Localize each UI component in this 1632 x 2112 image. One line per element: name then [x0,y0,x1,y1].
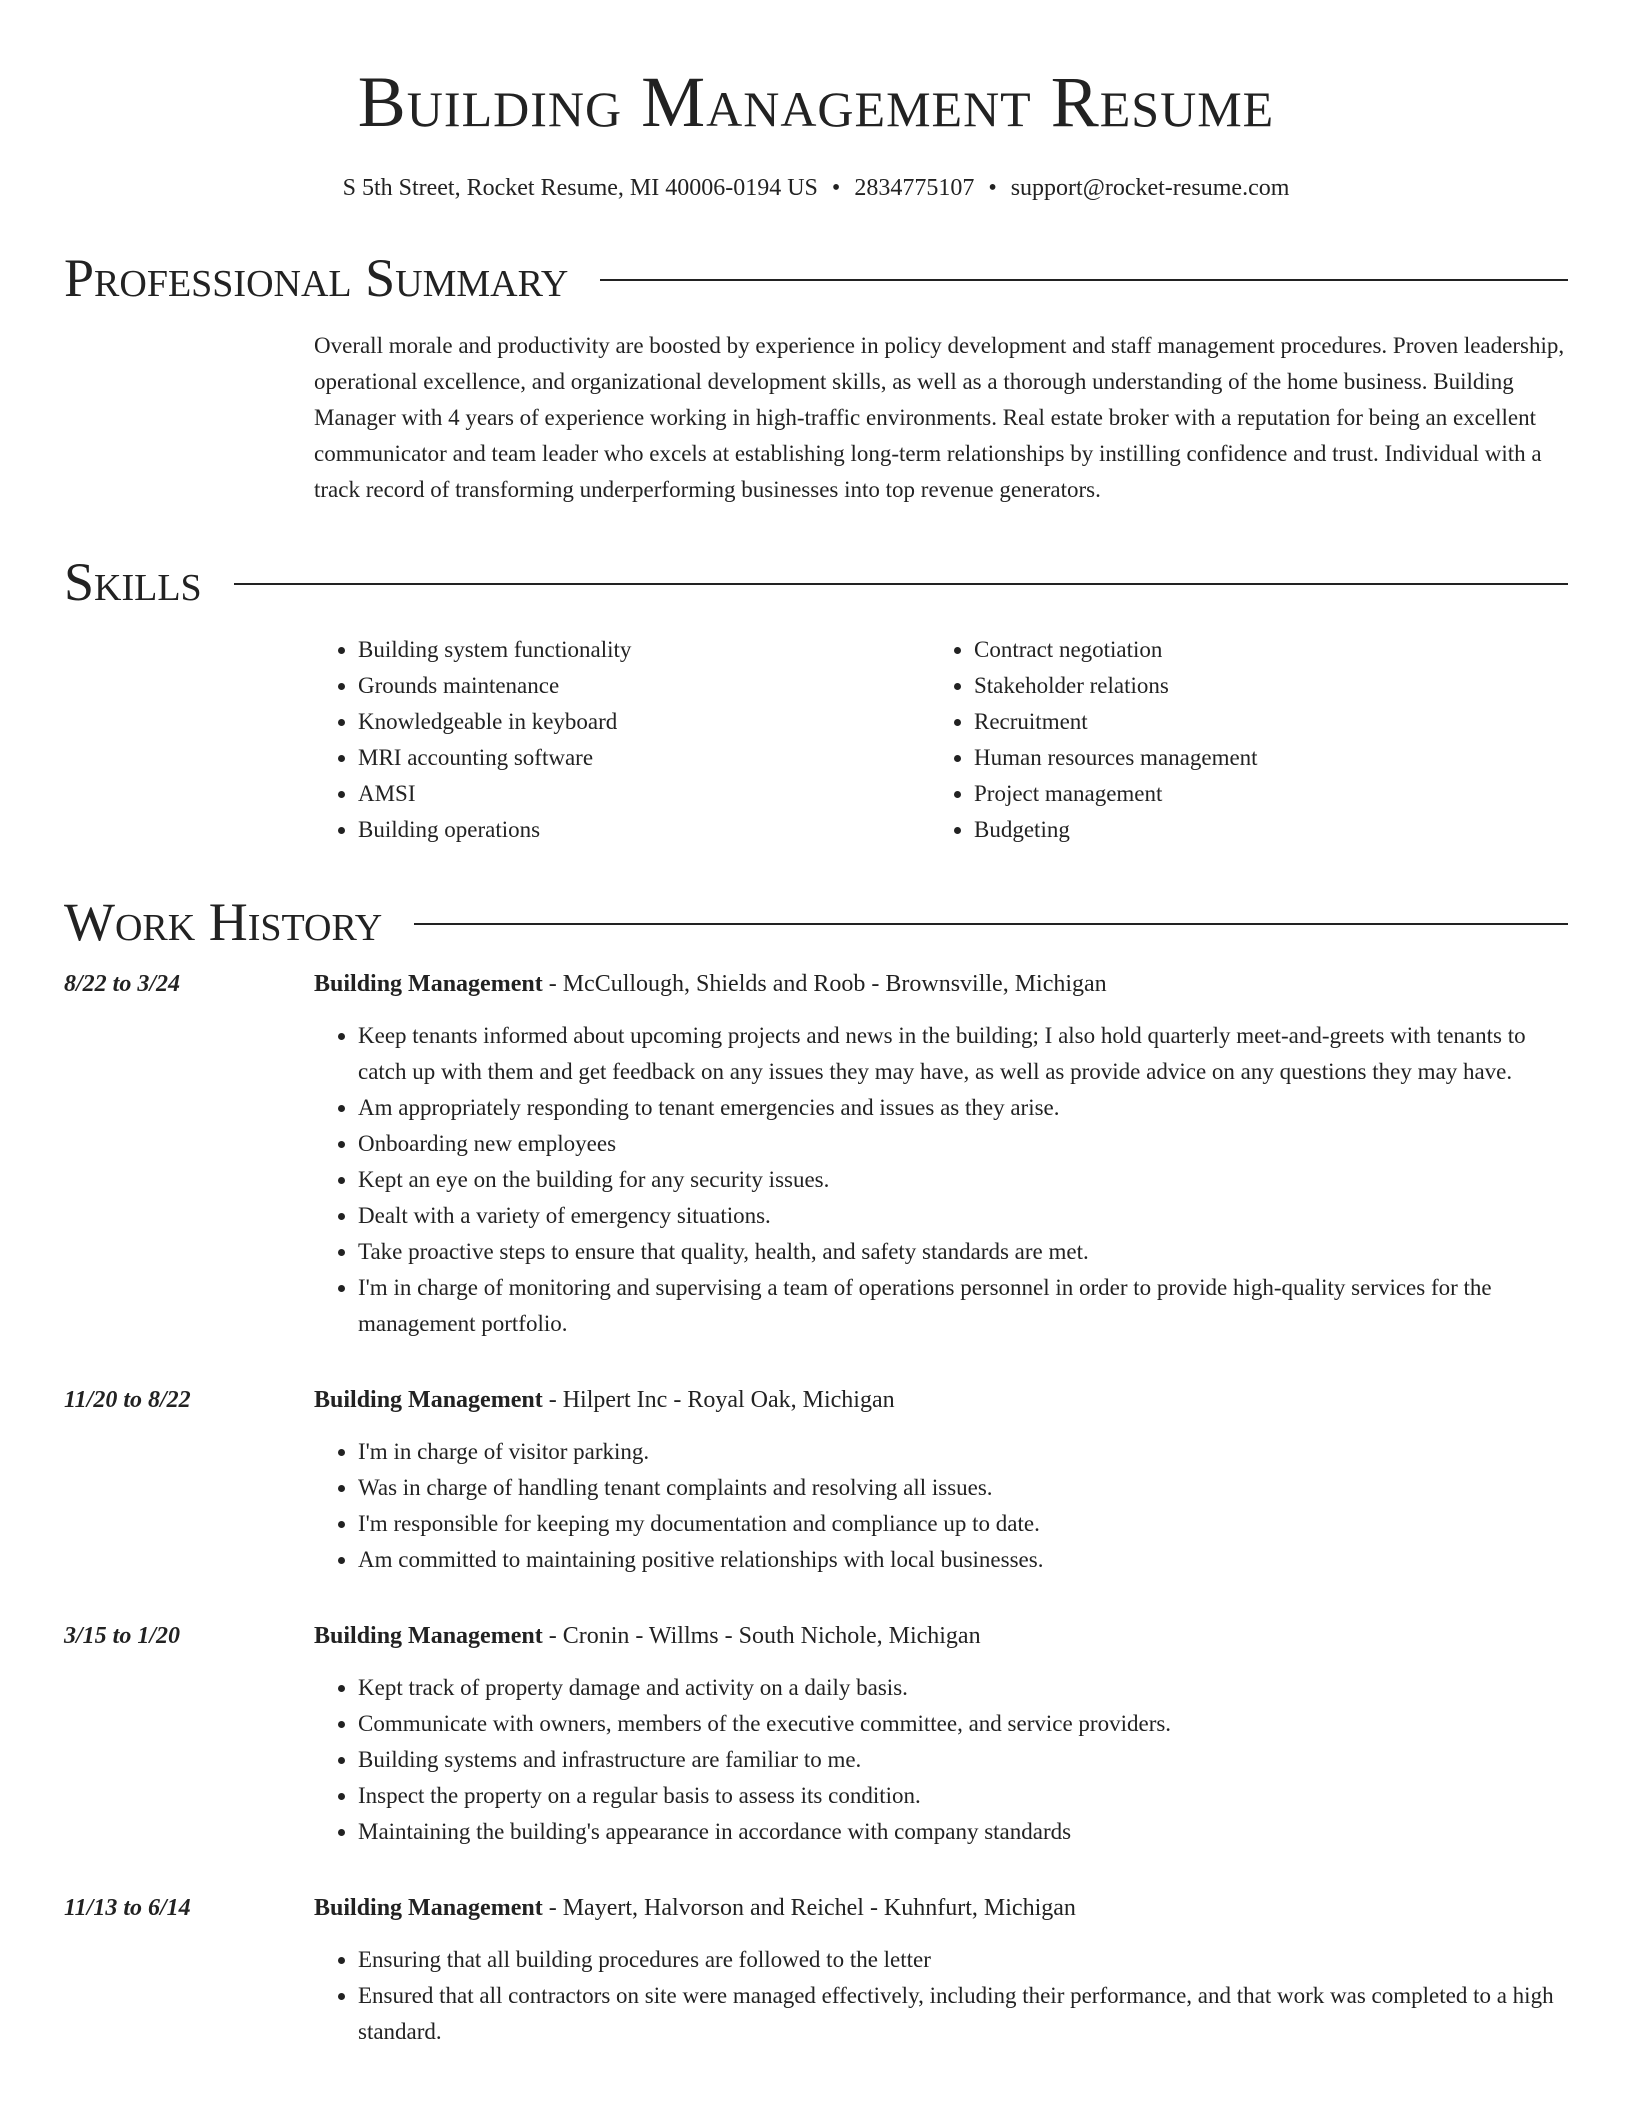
skill-item: • Building operations [358,812,930,848]
job-bullets [314,1942,1568,2050]
job-bullet: • Maintaining the building's appearance in accordance with company standards [358,1814,1568,1850]
skill-item: • Grounds maintenance [358,668,930,704]
job-header [314,1382,1568,1418]
summary-heading: Professional Summary [64,248,569,308]
job-body [314,1382,1568,1578]
job-bullets [314,1434,1568,1578]
job-entry [64,1890,1568,2050]
job-dates: 11/13 to 6/14 [64,1895,191,1921]
summary-section-header [64,248,1568,308]
section-divider [234,583,1568,585]
job-details: - Cronin - Willms - South Nichole, Michigan [542,1623,981,1649]
skills-list [314,632,1568,848]
job-title: Building Management [314,1895,543,1921]
skills-heading: Skills [64,552,202,612]
skill-item: • AMSI [358,776,930,812]
job-entry [64,1618,1568,1850]
job-bullet: • Communicate with owners, members of the executive committee, and service providers. [358,1706,1568,1742]
job-bullet: • Ensuring that all building procedures are followed to the letter [358,1942,1568,1978]
skill-item: • Stakeholder relations [974,668,1546,704]
job-title: Building Management [314,971,543,997]
job-bullet: • I'm in charge of monitoring and supervising a team of operations personnel in order to provide high-quality services for the management portfolio. [358,1270,1568,1342]
skills-column-left [314,632,930,848]
job-bullet: • Kept track of property damage and activity on a daily basis. [358,1670,1568,1706]
skill-item: • Recruitment [974,704,1546,740]
job-bullet: • Building systems and infrastructure are familiar to me. [358,1742,1568,1778]
job-entry [64,1382,1568,1578]
skill-item: • MRI accounting software [358,740,930,776]
section-divider [600,279,1568,281]
job-bullet: • Am appropriately responding to tenant emergencies and issues as they arise. [358,1090,1568,1126]
job-header [314,966,1568,1002]
job-header [314,1890,1568,1926]
contact-separator: • [988,175,997,201]
job-bullet: • Onboarding new employees [358,1126,1568,1162]
job-bullet: • Kept an eye on the building for any security issues. [358,1162,1568,1198]
contact-phone: 2834775107 [854,175,975,201]
skill-item: • Knowledgeable in keyboard [358,704,930,740]
job-title: Building Management [314,1387,543,1413]
job-details: - Mayert, Halvorson and Reichel - Kuhnfurt, Michigan [542,1895,1076,1921]
job-bullets [314,1670,1568,1850]
skills-section-header [64,552,1568,612]
skills-column-right [930,632,1546,848]
job-bullet: • Was in charge of handling tenant complaints and resolving all issues. [358,1470,1568,1506]
job-title: Building Management [314,1623,543,1649]
work-heading: Work History [64,892,383,952]
job-body [314,966,1568,1342]
skill-item: • Budgeting [974,812,1546,848]
section-divider [414,923,1568,925]
work-section-header [64,892,1568,952]
job-dates: 3/15 to 1/20 [64,1623,181,1649]
job-dates: 8/22 to 3/24 [64,971,181,997]
contact-line [64,172,1568,204]
contact-address: S 5th Street, Rocket Resume, MI 40006-0194 US [342,175,818,201]
job-body [314,1618,1568,1850]
summary-text: Overall morale and productivity are boosted by experience in policy development and staff management procedures. Proven leadership, operational excellence, and organizational development skills, as well as a thorough understanding of the home business. Building Manager with 4 years of experience working in high-traffic environments. Real estate broker with a reputation for being an excellent communicator and team leader who excels at establishing long-term relationships by instilling confidence and trust. Individual with a track record of transforming underperforming businesses into top revenue generators. [314,333,1565,502]
job-bullet: • Am committed to maintaining positive relationships with local businesses. [358,1542,1568,1578]
job-header [314,1618,1568,1654]
job-body [314,1890,1568,2050]
job-bullet: • Dealt with a variety of emergency situations. [358,1198,1568,1234]
job-bullet: • Keep tenants informed about upcoming projects and news in the building; I also hold quarterly meet-and-greets with tenants to catch up with them and get feedback on any issues they may have, as well as provide advice on any questions they may have. [358,1018,1568,1090]
skill-item: • Building system functionality [358,632,930,668]
job-bullet: • Ensured that all contractors on site were managed effectively, including their performance, and that work was completed to a high standard. [358,1978,1568,2050]
resume-title: Building Management Resume [357,62,1275,142]
job-entry [64,966,1568,1342]
job-bullet: • I'm responsible for keeping my documentation and compliance up to date. [358,1506,1568,1542]
job-details: - McCullough, Shields and Roob - Brownsville, Michigan [542,971,1107,997]
job-dates: 11/20 to 8/22 [64,1387,191,1413]
job-bullets [314,1018,1568,1342]
job-bullet: • Inspect the property on a regular basis to assess its condition. [358,1778,1568,1814]
skill-item: • Project management [974,776,1546,812]
skill-item: • Human resources management [974,740,1546,776]
contact-email: support@rocket-resume.com [1010,175,1290,201]
job-bullet: • I'm in charge of visitor parking. [358,1434,1568,1470]
job-bullet: • Take proactive steps to ensure that quality, health, and safety standards are met. [358,1234,1568,1270]
job-details: - Hilpert Inc - Royal Oak, Michigan [542,1387,895,1413]
contact-separator: • [831,175,841,201]
skill-item: • Contract negotiation [974,632,1546,668]
